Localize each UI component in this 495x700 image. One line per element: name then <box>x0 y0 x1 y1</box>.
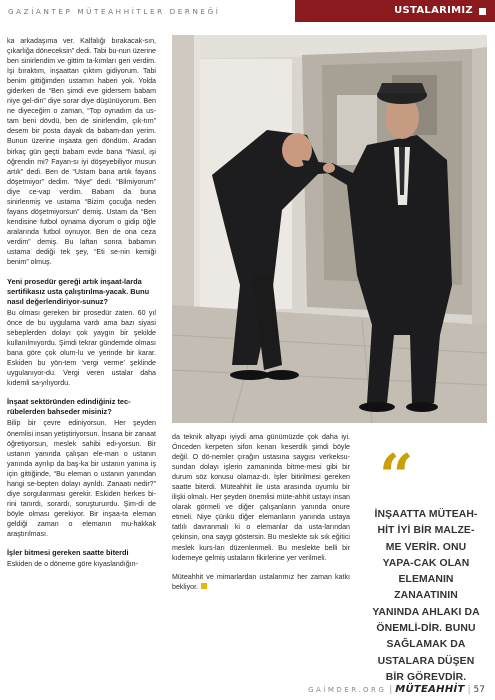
section-title: USTALARIMIZ <box>394 5 473 16</box>
question-heading: İnşaat sektöründen edindiğiniz tec-rübelerden bahseder misiniz? <box>7 397 131 417</box>
closing-text: Müteahhit ve mimarlardan ustalarımız her zaman katkı bekliyor. <box>172 572 350 591</box>
footer-separator: | <box>389 685 393 695</box>
section-banner <box>295 0 495 22</box>
closing-paragraph <box>172 572 350 592</box>
footer-separator: | <box>467 685 471 695</box>
article-column-middle <box>172 432 350 592</box>
end-mark-icon <box>201 583 207 589</box>
quote-mark-icon: “ <box>379 442 414 512</box>
pull-quote: İNŞAATTA MÜTEAH-HİT İYİ BİR MALZE-ME VERİR. ONU YAPA-CAK OLAN ELEMANIN ZANAATININ YANINDA AHLAKI DA ÖNEMLİ-DİR. BUNU SAĞLAMAK DA USTALARA DÜŞEN BİR GÖREVDİR. <box>372 509 480 683</box>
article-photo <box>172 35 487 423</box>
paragraph: da teknik altyapı iyiydi ama günümüzde çok daha iyi. Önceden kerpeten sifon kenarı keserdik şimdi böyle değil. O dö-nemler çırağın ustasına saygısı verkeksu-sundan dolayı işlerin zamanında bitme-mesi gibi bir durum söz konusu olamaz-dı. İşler bitirilmesi gereken saatte biterdi. Müteahhit ile usta arasında uyumlu bir ilişki olmalı. Her şeyden önemlisi müte-ahhit ustayı insan olarak görmeli ve diğer çalışanların yanında onure etmeli. Niye çünkü diğer elemanların yanında ustaya tatlılı davranmalı ki o elemanlar da usta-larından çekinsin, ona saygı göstersin. Bu meslekte sık sık eğitici meslek kurs-ları düzenlenmeli. Bu meslekte belli bir kıdemeye gelmiş ustaların fikirlerine yer verilmeli. <box>172 433 350 562</box>
paragraph: Bilip bir çevre ediniyorsun. Her şeyden önemlisi insan yetiştiriyorsun. İnsana bir zanaat öğretiyorsun, meslek sahibi edi-yorsun. Bir ustanın yanında çalışan ele-man o ustanın yanında ayrılıp da baş-ka bir ustanın yanına iş için gittiğinde, “Bu eleman o ustanın yanından hangi se-bepten dolayı ayrıldı. Zanaatı nedir?” diye sorgulanması gerekir. Eskiden herkes bi-rini tanırdı, sorardı, soruşturuırdu. Şim-di de böyle olması gerekiyor. Bir inşaa-ta eleman geldiği zaman o elemanın mu-hakkak araştırılması. <box>7 419 156 538</box>
footer-brand: MÜTEAHHİT <box>395 684 465 695</box>
page-footer <box>308 684 485 695</box>
page-number: 57 <box>473 685 485 695</box>
subheading: İşler bitmesi gereken saatte biterdi <box>7 548 129 558</box>
paragraph: ka arkadaşıma ver. Kalfalığı bırakacak-sın, çıkarlığa döneceksin” dedi. Tabi bu-nun üzerine ben sinirlendim ve gittim ta-kımları geri verdim. İşi bıraktım, inşaattan çıktım gidiyorum. Tabi benim gittiğimden ustamın haberi yok. Yolda giderken de “Ben şimdi eve gidersem babam niye gel-din” diye sorar diye düşünüyorum. Ben ne diyeceğim o zaman, “Top oynadım da us-tam beni dövdü, ben de sinirlendim, çık-tım” desem bir posta dayak da babam-dan yerim. Bunun üzerine inşaata geri döndüm. Aradan birkaç gün geçti babam evde bana “Nasıl, işi öğrendin mi? Fayan-sı iyi döşeyebiliyor musun artık” dedi. Ben de “Ustam bana artık fayans döşetmiyor” dedim. “Niye” dedi. “Bilmiyorum” diye ce-vap verdim. Babam da buna sinirlenmiş ve ustama “Bizim çocuğa neden fayans döşetmiyorsun” demiş. Ustam da “Ben kendisine futbol oynama diyorum o gidip öğle aralarında futbol oynuyor. Ben de ona ceza verdim” demiş. Bu laftan sonra babamın ustama dediği tek şey, “Eti se-nin kemiği benim” olmuş. <box>7 37 156 267</box>
footer-website: GAİMDER.ORG <box>308 686 387 694</box>
question-heading: Yeni prosedür gereği artık inşaat-larda sertifikasız usta çalıştırılma-yacak. Bunu nasıl değerlendiriyor-sunuz? <box>7 277 150 307</box>
paragraph: Eskiden de o döneme göre kıyaslandığın- <box>7 560 138 569</box>
paragraph: Bu olması gereken bir prosedür zaten. 60 yıl önce de bu uygulama vardı ama bazı siyasi sebeplerden dolayı çok yaygın bir şekilde kullanılmıyordu. Şimdi tekrar gündemde olması bana göre çok olum-lu ve yerinde bir karar. Eskiden bu yön-tem ‘vergi verme’ şeklinde uygulanıyor-du. Vergi veren ustalar daha kıdemli sa-yılıyordu. <box>7 309 156 388</box>
article-column-left <box>7 36 156 569</box>
banner-square-icon <box>479 8 486 15</box>
association-name: GAZİANTEP MÜTEAHHİTLER DERNEĞİ <box>8 7 221 16</box>
